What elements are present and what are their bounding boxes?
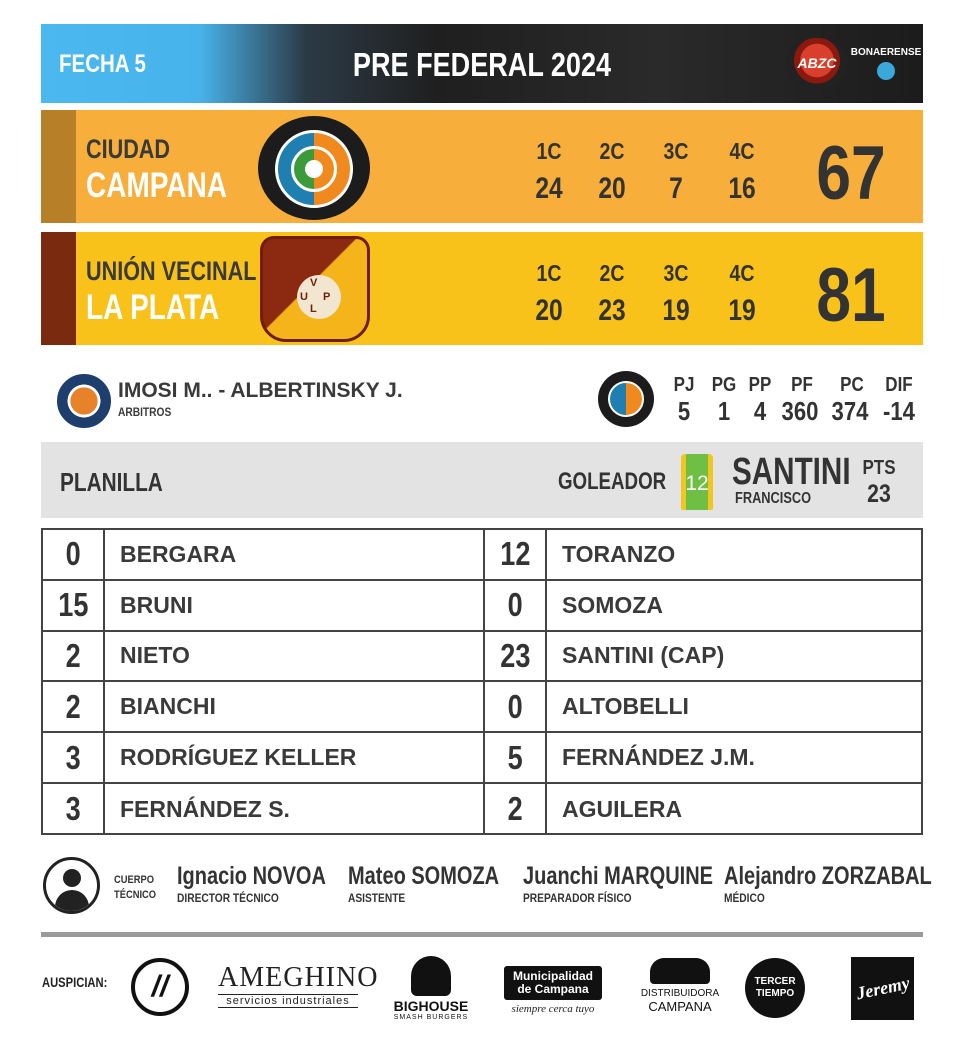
- sponsor-municipalidad: Municipalidad de Campana siempre cerca tuyo: [504, 966, 602, 1015]
- stat-value: 5: [677, 396, 691, 426]
- sponsor-ameghino: AMEGHINO servicios industriales: [218, 962, 379, 1007]
- user-avatar-icon: [43, 857, 100, 914]
- player-name: SANTINI (CAP): [547, 632, 921, 683]
- tournament-title: PRE FEDERAL 2024: [352, 46, 612, 83]
- player-points: 2: [485, 784, 547, 835]
- quarter-score: 24: [535, 172, 563, 205]
- stat-label: PP: [748, 374, 772, 396]
- basketball-icon: [877, 62, 895, 80]
- team-row-away: [41, 232, 923, 345]
- quarter-label: 3C: [663, 138, 689, 164]
- player-name: NIETO: [105, 632, 483, 683]
- staff-label-line1: CUERPO: [114, 874, 155, 886]
- quarter-label: 2C: [599, 138, 625, 164]
- top-scorer-surname: SANTINI: [732, 451, 851, 493]
- player-points: 0: [43, 530, 105, 581]
- abzc-logo: ABZC: [786, 38, 848, 88]
- sponsor-distribuidora: DISTRIBUIDORA CAMPANA: [640, 958, 720, 1014]
- player-name: FERNÁNDEZ S.: [120, 795, 290, 822]
- goleador-label: GOLEADOR: [558, 468, 667, 495]
- player-name: BRUNI: [105, 581, 483, 632]
- quarter-score: 7: [669, 172, 683, 205]
- stat-label: PG: [711, 374, 737, 396]
- referees-association-logo: [57, 374, 111, 428]
- staff-role: DIRECTOR TÉCNICO: [177, 891, 279, 905]
- roster-table: [41, 528, 923, 835]
- sponsor-tercer-tiempo: TERCER TIEMPO: [745, 958, 805, 1018]
- quarter-label: 1C: [536, 138, 562, 164]
- quarter-score: 19: [662, 294, 690, 327]
- divider: [41, 932, 923, 937]
- staff-label-line2: TÉCNICO: [114, 889, 157, 901]
- quarter-score: 16: [728, 172, 756, 205]
- stat-value: 374: [831, 396, 869, 426]
- stat-value: -14: [883, 396, 915, 426]
- player-points: 15: [43, 581, 105, 632]
- staff-name: Juanchi MARQUINE: [523, 862, 714, 890]
- quarter-label: 4C: [729, 138, 755, 164]
- player-name: FERNÁNDEZ J.M.: [547, 733, 921, 784]
- sponsor-logo-circle: //: [131, 958, 189, 1016]
- planilla-bar: [41, 442, 923, 518]
- player-points: 2: [43, 682, 105, 733]
- stat-value: 360: [781, 396, 819, 426]
- team-stripe: [41, 232, 76, 345]
- player-name: SOMOZA: [547, 581, 921, 632]
- ciudad-campana-crest: [258, 116, 370, 220]
- player-points: 0: [485, 581, 547, 632]
- quarter-label: 1C: [536, 260, 562, 286]
- staff-name: Ignacio NOVOA: [177, 862, 326, 890]
- staff-name: Alejandro ZORZABAL: [724, 862, 932, 890]
- player-points: 23: [485, 632, 547, 683]
- stat-value: 1: [717, 396, 731, 426]
- quarter-score: 20: [598, 172, 626, 205]
- player-name: BIANCHI: [105, 682, 483, 733]
- final-score: 67: [816, 131, 886, 216]
- quarter-score: 23: [598, 294, 626, 327]
- referee-role-label: ARBITROS: [118, 405, 172, 419]
- stat-label: PJ: [673, 374, 695, 396]
- player-name: BERGARA: [105, 530, 483, 581]
- jersey-icon: [673, 454, 721, 510]
- pts-value: 23: [867, 480, 891, 508]
- quarter-label: 3C: [663, 260, 689, 286]
- quarter-label: 4C: [729, 260, 755, 286]
- player-name: RODRÍGUEZ KELLER: [105, 733, 483, 784]
- planilla-label: PLANILLA: [60, 467, 163, 497]
- player-points: 12: [485, 530, 547, 581]
- player-points: 0: [485, 682, 547, 733]
- header-bar: [41, 24, 923, 103]
- staff-role: MÉDICO: [724, 891, 765, 905]
- final-score: 81: [816, 253, 886, 338]
- burger-icon: [411, 956, 451, 996]
- team-name-line1: CIUDAD: [86, 134, 170, 164]
- stat-label: PF: [791, 374, 813, 396]
- quarter-label: 2C: [599, 260, 625, 286]
- top-scorer-firstname: FRANCISCO: [735, 490, 812, 507]
- player-name: AGUILERA: [562, 795, 683, 822]
- team-row-home: [41, 110, 923, 223]
- player-points: 2: [43, 632, 105, 683]
- player-points: 3: [43, 733, 105, 784]
- player-name: TORANZO: [547, 530, 921, 581]
- sponsor-bighouse: BIGHOUSE SMASH BURGERS: [390, 956, 472, 1021]
- player-points: 5: [485, 733, 547, 784]
- player-name: ALTOBELLI: [547, 682, 921, 733]
- team-name-line1: UNIÓN VECINAL: [86, 256, 257, 286]
- bonaerense-logo: BONAERENSE: [861, 34, 911, 92]
- quarter-score: 20: [535, 294, 563, 327]
- stat-value: 4: [753, 396, 767, 426]
- quarter-score: 19: [728, 294, 756, 327]
- jersey-number: 12: [685, 472, 709, 495]
- sponsors-label: AUSPICIAN:: [42, 974, 108, 990]
- pts-label: PTS: [862, 457, 896, 479]
- staff-role: ASISTENTE: [348, 891, 406, 905]
- staff-role: PREPARADOR FÍSICO: [523, 891, 632, 905]
- round-label: FECHA 5: [59, 50, 146, 78]
- referee-names: IMOSI M.. - ALBERTINSKY J.: [118, 379, 403, 402]
- stat-label: PC: [840, 374, 864, 396]
- team-stats-logo: [598, 371, 654, 427]
- team-name-line2: LA PLATA: [86, 288, 220, 327]
- player-points: 3: [43, 784, 105, 835]
- staff-name: Mateo SOMOZA: [348, 862, 500, 890]
- sponsor-jeremy: Jeremy: [851, 957, 914, 1020]
- stat-label: DIF: [885, 374, 913, 396]
- team-stripe: [41, 110, 76, 223]
- union-vecinal-crest: V U L P: [260, 236, 370, 342]
- team-name-line2: CAMPANA: [86, 166, 228, 205]
- trees-icon: [650, 958, 710, 984]
